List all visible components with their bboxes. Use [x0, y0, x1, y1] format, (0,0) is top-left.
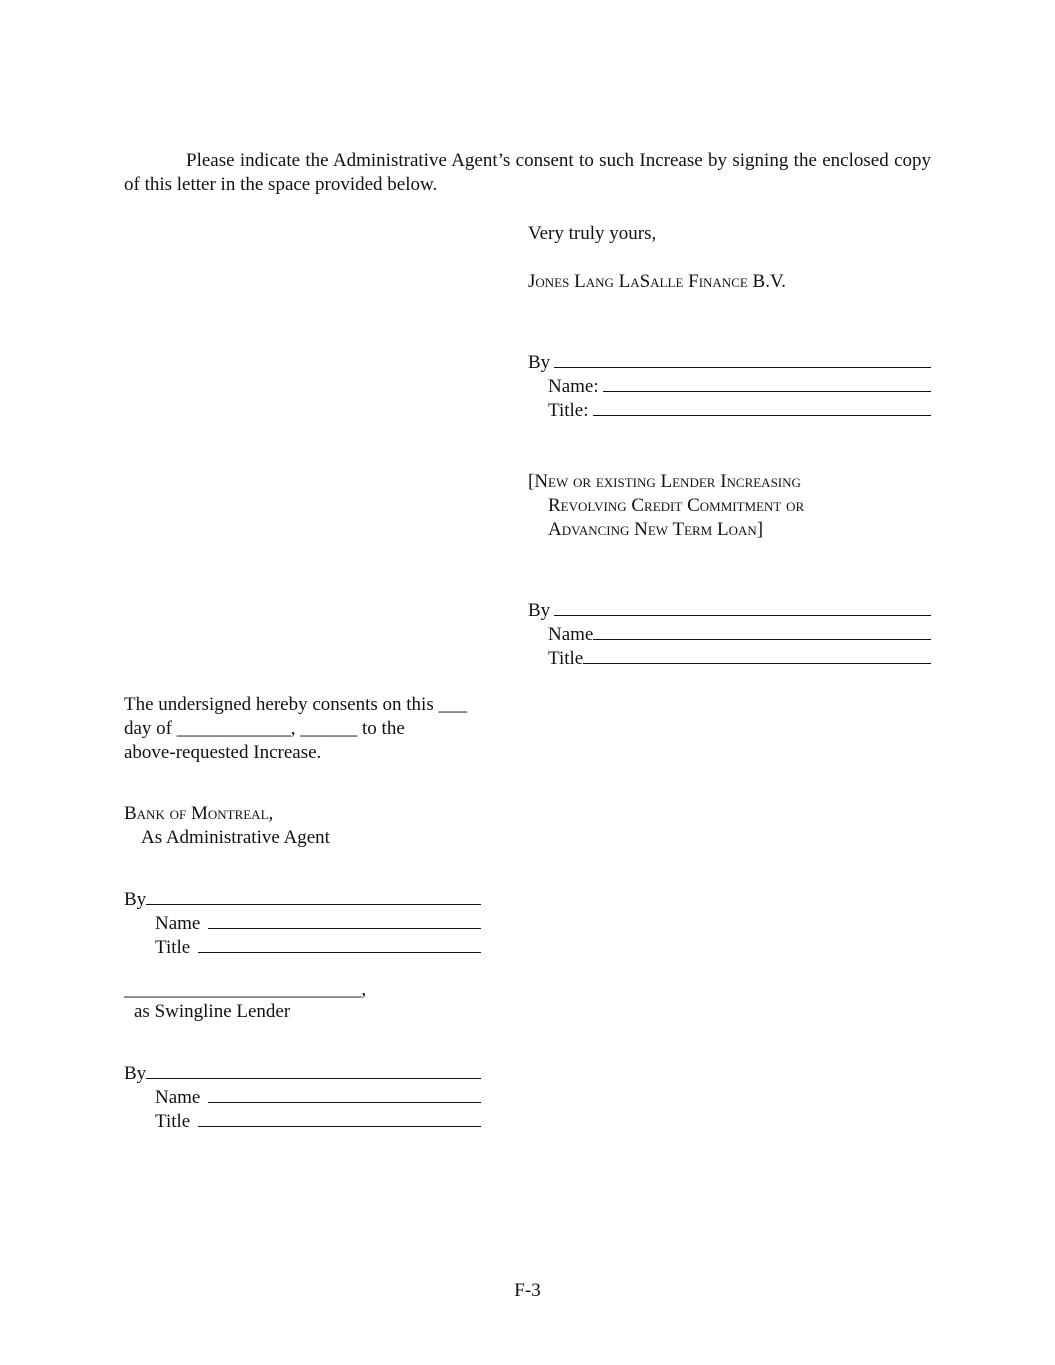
lender-name-blank[interactable]	[593, 621, 931, 640]
swingline-title-blank[interactable]	[198, 1108, 481, 1127]
page-number: F-3	[514, 1280, 541, 1301]
closing-text: Very truly yours,	[528, 223, 657, 244]
swingline-title-label: Title	[155, 1111, 191, 1132]
swingline-name-line[interactable]	[155, 1084, 481, 1108]
swingline-name-blank[interactable]	[208, 1084, 481, 1103]
borrower-by-line[interactable]	[528, 349, 931, 373]
agent-by-blank[interactable]	[146, 886, 481, 905]
borrower-title-label: Title:	[548, 400, 589, 421]
borrower-name-line[interactable]	[548, 373, 931, 397]
agent-name-line[interactable]	[155, 910, 481, 934]
lender-by-blank[interactable]	[554, 597, 931, 616]
lender-by-line[interactable]	[528, 597, 931, 621]
borrower-name: Jones Lang LaSalle Finance B.V.	[528, 271, 787, 292]
swingline-by-blank[interactable]	[146, 1060, 481, 1079]
lender-name-label: Name	[548, 624, 594, 645]
swingline-title-line[interactable]	[155, 1108, 481, 1132]
borrower-title-blank[interactable]	[593, 397, 932, 416]
consent-line1: The undersigned hereby consents on this ___	[124, 694, 467, 715]
agent-name: Bank of Montreal,	[124, 803, 274, 824]
swingline-role: as Swingline Lender	[134, 1001, 291, 1022]
borrower-by-label: By	[528, 352, 551, 373]
intro-paragraph: Please indicate the Administrative Agent’s consent to such Increase by signing the enclosed copy of this letter in the space provided below.	[124, 150, 931, 195]
swingline-by-line[interactable]	[124, 1060, 481, 1084]
swingline-by-label: By	[124, 1063, 147, 1084]
borrower-name-blank[interactable]	[603, 373, 931, 392]
lender-by-label: By	[528, 600, 551, 621]
lender-title-line[interactable]	[548, 645, 931, 669]
lender-block-line2: Revolving Credit Commitment or	[548, 495, 805, 516]
agent-by-line[interactable]	[124, 886, 481, 910]
lender-block-line3: Advancing New Term Loan]	[548, 519, 764, 540]
agent-title-blank[interactable]	[198, 934, 481, 953]
lender-name-line[interactable]	[548, 621, 931, 645]
consent-line2: day of ____________, ______ to the	[124, 718, 405, 739]
agent-name-blank[interactable]	[208, 910, 481, 929]
borrower-name-label: Name:	[548, 376, 599, 397]
swingline-lender-blank[interactable]: _________________________,	[124, 979, 367, 1000]
lender-title-label: Title	[548, 648, 584, 669]
lender-block-line1: [New or existing Lender Increasing	[528, 471, 801, 492]
borrower-title-line[interactable]	[548, 397, 931, 421]
agent-by-label: By	[124, 889, 147, 910]
lender-title-blank[interactable]	[583, 645, 931, 664]
agent-title-label: Title	[155, 937, 191, 958]
agent-title-line[interactable]	[155, 934, 481, 958]
swingline-name-label: Name	[155, 1087, 201, 1108]
consent-line3: above-requested Increase.	[124, 742, 322, 763]
agent-name-label: Name	[155, 913, 201, 934]
agent-role: As Administrative Agent	[141, 827, 330, 848]
borrower-by-blank[interactable]	[554, 349, 931, 368]
